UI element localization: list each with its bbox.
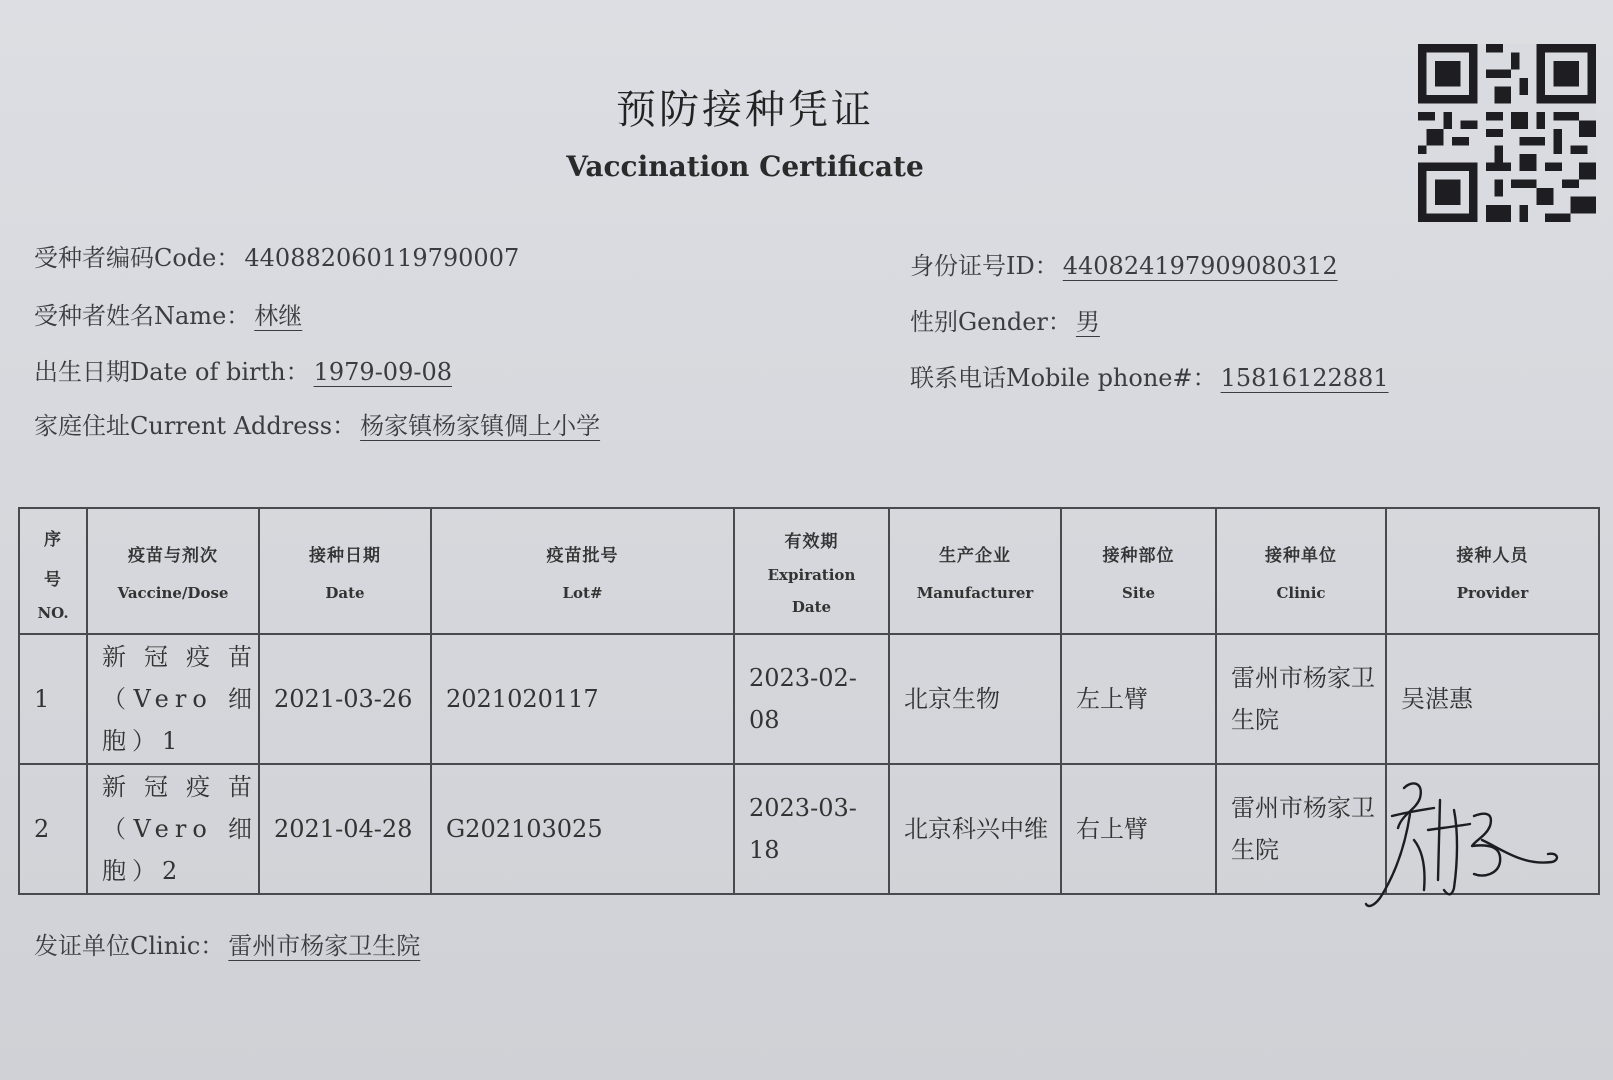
header-vaccine-cn: 疫苗与剂次 bbox=[128, 545, 218, 566]
header-expiration-en1: Expiration bbox=[767, 565, 856, 584]
header-site bbox=[1061, 508, 1216, 634]
row-clinic: 雷州市杨家卫生院 bbox=[1216, 764, 1386, 894]
issuer-field bbox=[34, 926, 420, 961]
row-manufacturer: 北京生物 bbox=[889, 634, 1061, 764]
header-date-en: Date bbox=[325, 583, 365, 602]
header-expiration-en2: Date bbox=[791, 597, 832, 616]
dob-label: 出生日期Date of birth： bbox=[34, 358, 310, 386]
header-site-en: Site bbox=[1121, 583, 1155, 602]
issuer-value: 雷州市杨家卫生院 bbox=[228, 932, 421, 960]
header-manufacturer bbox=[889, 508, 1061, 634]
row-vaccine: 新冠疫苗（Vero 细胞）1 bbox=[87, 634, 259, 764]
row-expiration: 2023-02-08 bbox=[734, 634, 889, 764]
row-manufacturer: 北京科兴中维 bbox=[889, 764, 1061, 894]
qr-code-icon bbox=[1418, 44, 1596, 222]
table-row bbox=[19, 634, 1599, 764]
address-field bbox=[34, 406, 600, 441]
header-clinic-cn: 接种单位 bbox=[1265, 545, 1337, 566]
row-clinic: 雷州市杨家卫生院 bbox=[1216, 634, 1386, 764]
phone-field bbox=[910, 358, 1389, 393]
dob-field bbox=[34, 352, 452, 387]
row-vaccine: 新冠疫苗（Vero 细胞）2 bbox=[87, 764, 259, 894]
row-expiration: 2023-03-18 bbox=[734, 764, 889, 894]
header-clinic-en: Clinic bbox=[1276, 583, 1326, 602]
name-field bbox=[34, 296, 302, 331]
id-label: 身份证号ID： bbox=[910, 252, 1059, 280]
header-clinic bbox=[1216, 508, 1386, 634]
header-date-cn: 接种日期 bbox=[309, 545, 381, 566]
header-lot-cn: 疫苗批号 bbox=[546, 545, 619, 566]
id-field bbox=[910, 246, 1338, 281]
gender-value: 男 bbox=[1075, 308, 1100, 336]
header-lot-en: Lot# bbox=[562, 583, 603, 602]
header-vaccine-en: Vaccine/Dose bbox=[117, 583, 229, 602]
phone-value: 15816122881 bbox=[1220, 364, 1389, 392]
name-label: 受种者姓名Name： bbox=[34, 302, 251, 330]
table-header-row bbox=[19, 508, 1599, 634]
code-label: 受种者编码Code： bbox=[34, 244, 241, 272]
address-label: 家庭住址Current Address： bbox=[34, 412, 357, 440]
certificate-title-cn: 预防接种凭证 bbox=[616, 87, 874, 133]
address-value: 杨家镇杨家镇倜上小学 bbox=[360, 412, 601, 440]
code-field bbox=[34, 238, 519, 273]
header-expiration bbox=[734, 508, 889, 634]
header-expiration-cn: 有效期 bbox=[784, 531, 839, 552]
header-manufacturer-en: Manufacturer bbox=[916, 583, 1034, 602]
row-site: 右上臂 bbox=[1061, 764, 1216, 894]
issuer-label: 发证单位Clinic： bbox=[34, 932, 225, 960]
row-provider: 吴湛惠 bbox=[1386, 634, 1599, 764]
row-lot: 2021020117 bbox=[431, 634, 734, 764]
header-site-cn: 接种部位 bbox=[1102, 545, 1175, 566]
header-no bbox=[19, 508, 87, 634]
provider-signature bbox=[1362, 770, 1562, 910]
row-lot: G202103025 bbox=[431, 764, 734, 894]
id-value: 440824197909080312 bbox=[1062, 252, 1338, 280]
row-date: 2021-03-26 bbox=[259, 634, 431, 764]
row-date: 2021-04-28 bbox=[259, 764, 431, 894]
row-no: 1 bbox=[19, 634, 87, 764]
gender-field bbox=[910, 302, 1100, 337]
header-date bbox=[259, 508, 431, 634]
header-manufacturer-cn: 生产企业 bbox=[939, 545, 1011, 566]
row-no: 2 bbox=[19, 764, 87, 894]
header-vaccine bbox=[87, 508, 259, 634]
header-provider-cn: 接种人员 bbox=[1456, 545, 1529, 566]
row-site: 左上臂 bbox=[1061, 634, 1216, 764]
dob-value: 1979-09-08 bbox=[313, 358, 452, 386]
name-value: 林继 bbox=[254, 302, 303, 330]
header-provider bbox=[1386, 508, 1599, 634]
header-lot bbox=[431, 508, 734, 634]
code-value: 440882060119790007 bbox=[244, 244, 520, 272]
header-no-cn: 序号 bbox=[44, 530, 62, 590]
header-provider-en: Provider bbox=[1456, 583, 1529, 602]
header-no-en: NO. bbox=[37, 604, 69, 622]
phone-label: 联系电话Mobile phone#： bbox=[910, 364, 1217, 392]
certificate-title-en: Vaccination Certificate bbox=[566, 150, 924, 183]
gender-label: 性别Gender： bbox=[910, 308, 1072, 336]
